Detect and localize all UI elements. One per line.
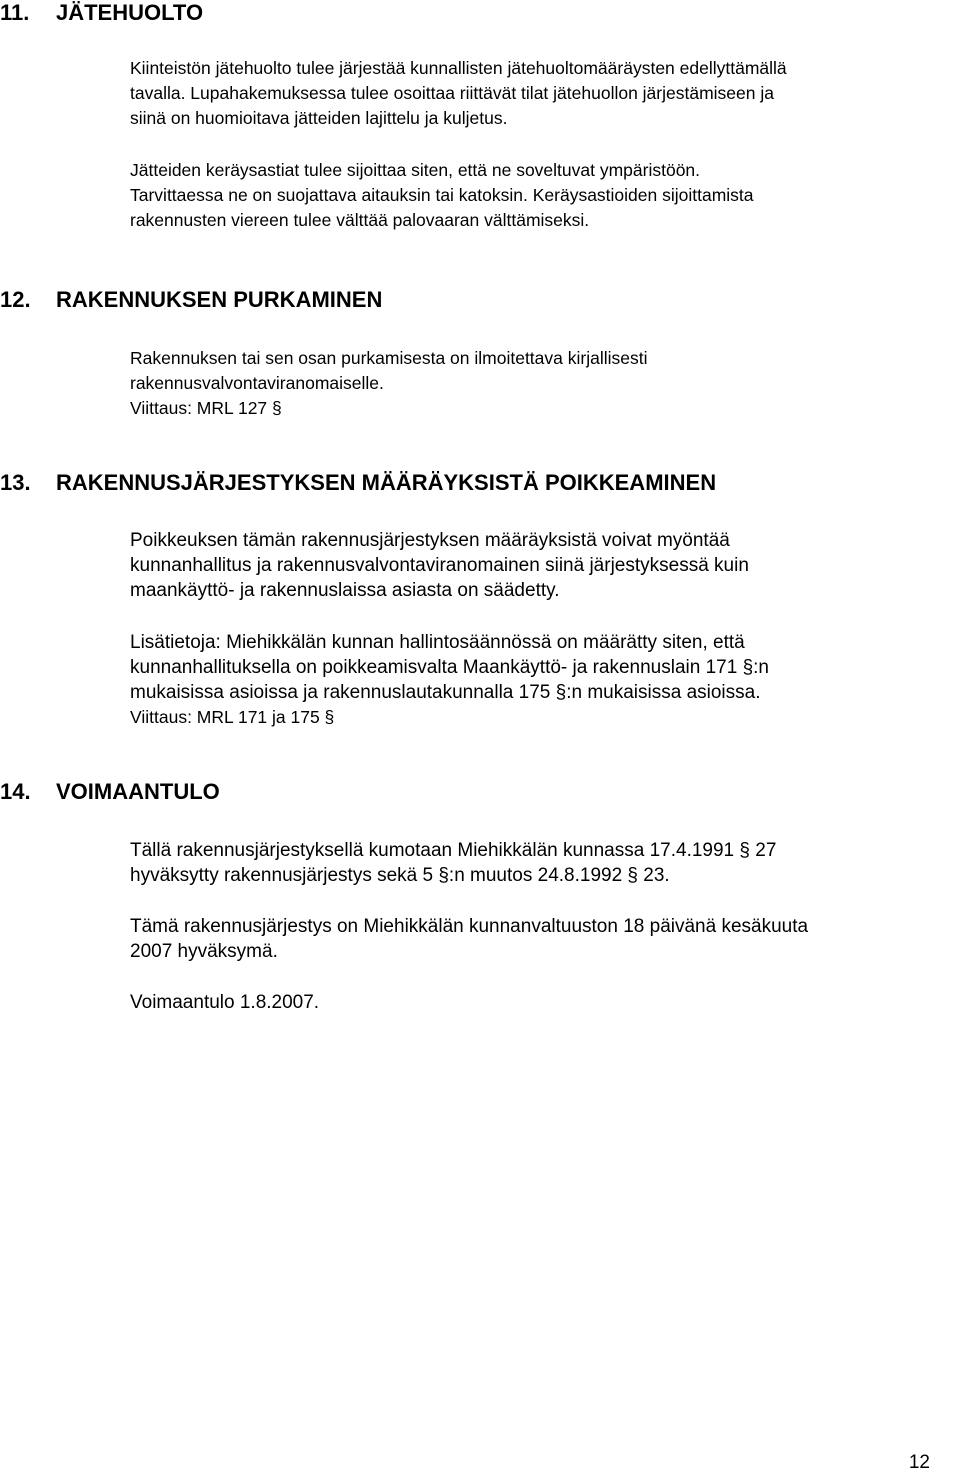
section-number: 13. bbox=[0, 470, 31, 495]
reference-line: Viittaus: MRL 127 § bbox=[130, 398, 282, 418]
text-line: kunnanhallituksella on poikkeamisvalta Maankäyttö- ja rakennuslain 171 §:n bbox=[130, 657, 769, 678]
paragraph-additional-info bbox=[130, 630, 769, 730]
section-title: RAKENNUSJÄRJESTYKSEN MÄÄRÄYKSISTÄ POIKKEAMINEN bbox=[56, 470, 717, 495]
paragraph-collection-bins bbox=[130, 158, 754, 233]
text-line: siinä on huomioitava jätteiden lajittelu ja kuljetus. bbox=[130, 108, 508, 128]
text-line: Poikkeuksen tämän rakennusjärjestyksen määräyksistä voivat myöntää bbox=[130, 530, 730, 551]
text-line: Lisätietoja: Miehikkälän kunnan hallintosäännössä on määrätty siten, että bbox=[130, 632, 745, 653]
paragraph-repeal bbox=[130, 838, 776, 888]
section-heading-13 bbox=[0, 470, 716, 496]
section-title: JÄTEHUOLTO bbox=[56, 0, 204, 25]
paragraph-waste-management bbox=[130, 56, 787, 131]
page-number: 12 bbox=[908, 1452, 930, 1473]
section-title: VOIMAANTULO bbox=[56, 779, 220, 804]
paragraph-demolition bbox=[130, 346, 647, 421]
section-number: 11. bbox=[0, 0, 30, 25]
text-line: Voimaantulo 1.8.2007. bbox=[130, 992, 320, 1013]
text-line: Jätteiden keräysastiat tulee sijoittaa siten, että ne soveltuvat ympäristöön. bbox=[130, 160, 701, 180]
section-heading-11 bbox=[0, 0, 203, 26]
text-line: mukaisissa asioissa ja rakennuslautakunnalla 175 §:n mukaisissa asioissa. bbox=[130, 682, 761, 703]
text-line: kunnanhallitus ja rakennusvalvontaviranomainen siinä järjestyksessä kuin bbox=[130, 555, 749, 576]
text-line: rakennusten viereen tulee välttää palovaaran välttämiseksi. bbox=[130, 210, 590, 230]
section-title: RAKENNUKSEN PURKAMINEN bbox=[56, 287, 383, 312]
text-line: maankäyttö- ja rakennuslaissa asiasta on säädetty. bbox=[130, 580, 560, 601]
paragraph-entry-into-force bbox=[130, 990, 319, 1015]
paragraph-exceptions bbox=[130, 528, 749, 603]
paragraph-approval bbox=[130, 914, 808, 964]
section-number: 12. bbox=[0, 287, 31, 312]
text-line: hyväksytty rakennusjärjestys sekä 5 §:n muutos 24.8.1992 § 23. bbox=[130, 865, 670, 886]
text-line: 2007 hyväksymä. bbox=[130, 941, 278, 962]
section-heading-12 bbox=[0, 287, 382, 313]
text-line: Tällä rakennusjärjestyksellä kumotaan Miehikkälän kunnassa 17.4.1991 § 27 bbox=[130, 840, 777, 861]
text-line: Tämä rakennusjärjestys on Miehikkälän kunnanvaltuuston 18 päivänä kesäkuuta bbox=[130, 916, 809, 937]
section-number: 14. bbox=[0, 779, 31, 804]
text-line: Tarvittaessa ne on suojattava aitauksin tai katoksin. Keräysastioiden sijoittamista bbox=[130, 185, 754, 205]
text-line: Rakennuksen tai sen osan purkamisesta on ilmoitettava kirjallisesti bbox=[130, 348, 648, 368]
section-heading-14 bbox=[0, 779, 220, 805]
text-line: tavalla. Lupahakemuksessa tulee osoittaa riittävät tilat jätehuollon järjestämiseen ja bbox=[130, 83, 774, 103]
text-line: Kiinteistön jätehuolto tulee järjestää kunnallisten jätehuoltomääräysten edellyttämällä bbox=[130, 58, 787, 78]
reference-line: Viittaus: MRL 171 ja 175 § bbox=[130, 707, 335, 727]
text-line: rakennusvalvontaviranomaiselle. bbox=[130, 373, 384, 393]
